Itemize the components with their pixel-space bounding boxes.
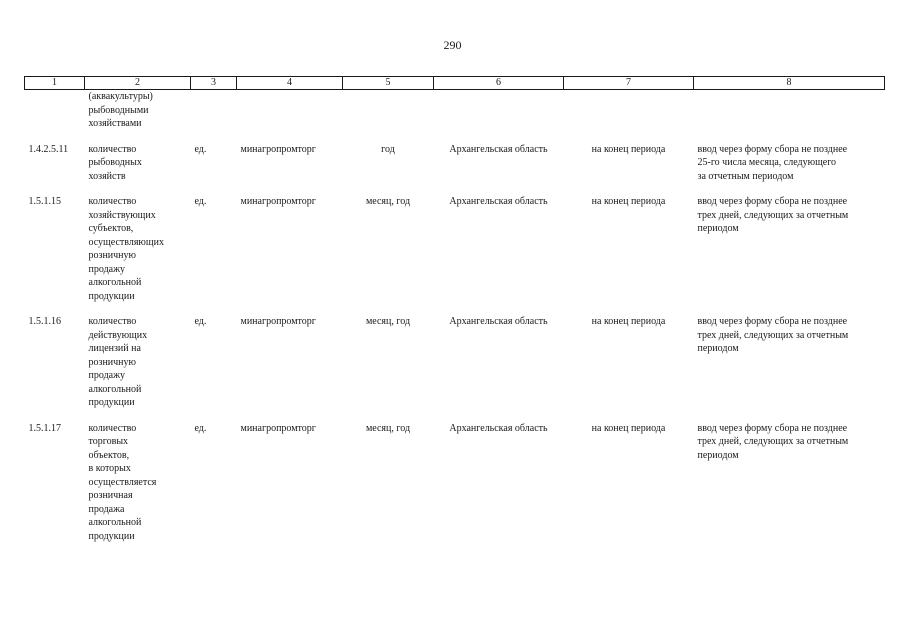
table-row <box>25 315 885 410</box>
header-col-8: 8 <box>694 77 885 90</box>
indicator-name: количество хозяйствующих субъектов, осуществляющих розничную продажу алкогольной продукции <box>88 196 164 302</box>
indicator-point: на конец периода <box>591 143 666 155</box>
continuation-name: (аквакультуры) рыбоводными хозяйствами <box>88 91 153 129</box>
indicator-unit: ед. <box>194 143 207 155</box>
indicator-source: минагропромторг <box>240 316 316 327</box>
page-number: 290 <box>443 38 462 52</box>
table-row <box>25 143 885 184</box>
continuation-row <box>25 90 885 131</box>
indicator-period: месяц, год <box>365 316 411 327</box>
indicator-name: количество рыбоводных хозяйств <box>88 143 142 182</box>
header-col-3: 3 <box>191 77 237 90</box>
indicator-region: Архангельская область <box>449 316 548 327</box>
header-col-4: 4 <box>237 77 343 90</box>
indicator-unit: ед. <box>194 196 207 207</box>
header-col-7: 7 <box>564 77 694 90</box>
indicator-unit: ед. <box>194 316 207 327</box>
indicator-method: ввод через форму сбора не позднее трех дней, следующих за отчетным периодом <box>697 422 849 461</box>
indicator-region: Архангельская область <box>449 422 548 434</box>
indicator-method: ввод через форму сбора не позднее трех дней, следующих за отчетным периодом <box>697 316 849 354</box>
indicator-region: Архангельская область <box>449 196 548 207</box>
indicator-method: ввод через форму сбора не позднее трех дней, следующих за отчетным периодом <box>697 196 849 234</box>
indicator-point: на конец периода <box>591 422 666 434</box>
indicator-period: месяц, год <box>365 422 411 434</box>
indicator-source: минагропромторг <box>240 196 316 207</box>
indicator-source: минагропромторг <box>240 422 316 434</box>
indicator-point: на конец периода <box>591 196 666 207</box>
indicator-method: ввод через форму сбора не позднее 25-го числа месяца, следующего за отчетным периодом <box>697 143 848 182</box>
indicator-code: 1.5.1.16 <box>28 316 61 327</box>
indicator-code: 1.5.1.15 <box>28 196 61 207</box>
indicator-region: Архангельская область <box>449 143 548 155</box>
indicator-code: 1.5.1.17 <box>28 422 61 434</box>
indicator-unit: ед. <box>194 422 207 434</box>
table-row <box>25 195 885 303</box>
header-col-2: 2 <box>85 77 191 90</box>
indicator-table <box>24 76 885 543</box>
header-col-5: 5 <box>343 77 434 90</box>
indicator-name: количество торговых объектов, в которых осуществляется розничная продажа алкогольной продукции <box>88 422 157 542</box>
indicator-period: месяц, год <box>365 196 411 207</box>
indicator-point: на конец периода <box>591 316 666 327</box>
header-col-6: 6 <box>434 77 564 90</box>
header-row <box>25 77 885 90</box>
indicator-name: количество действующих лицензий на розничную продажу алкогольной продукции <box>88 316 148 408</box>
indicator-code: 1.4.2.5.11 <box>28 143 69 155</box>
table-row <box>25 422 885 544</box>
indicator-source: минагропромторг <box>240 143 316 155</box>
indicator-period: год <box>381 143 395 155</box>
header-col-1: 1 <box>25 77 85 90</box>
